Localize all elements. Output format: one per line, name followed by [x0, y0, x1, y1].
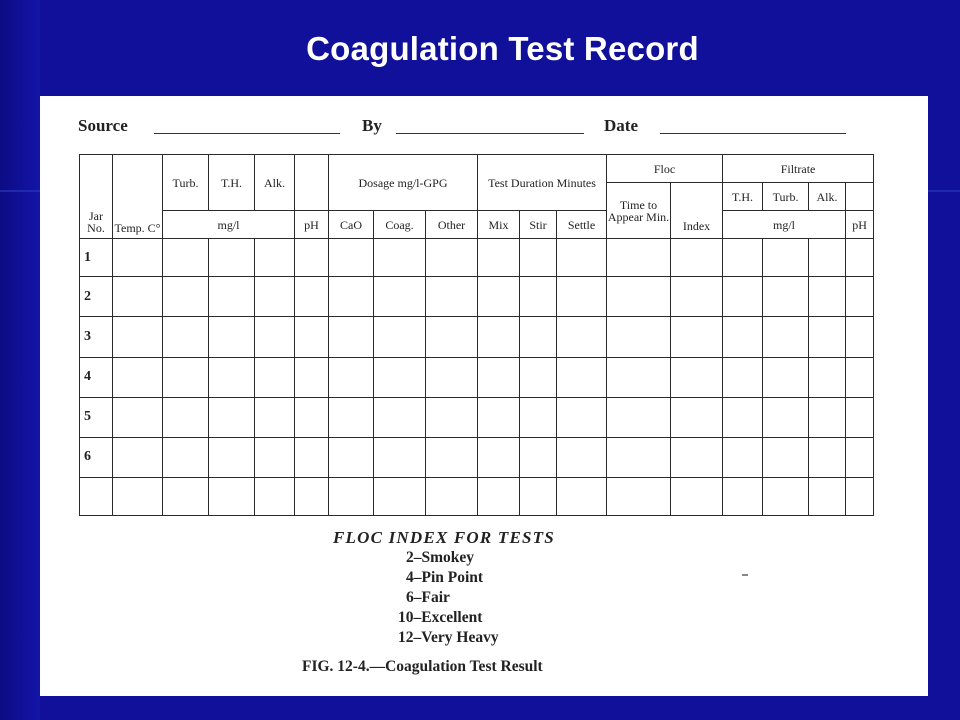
table-cell: [557, 317, 607, 357]
header-dosage: Dosage mg/l-GPG: [329, 155, 478, 211]
table-cell: [295, 357, 329, 397]
header-index: Index: [671, 183, 723, 239]
jar-number-cell: [80, 477, 113, 515]
header-stir: Stir: [520, 211, 557, 239]
table-cell: [607, 437, 671, 477]
header-floc: Floc: [607, 155, 723, 183]
table-cell: [295, 317, 329, 357]
table-cell: [255, 317, 295, 357]
floc-index-title: FLOC INDEX FOR TESTS: [333, 528, 555, 547]
table-cell: [426, 357, 478, 397]
table-cell: [763, 277, 809, 317]
header-test-duration: Test Duration Minutes: [478, 155, 607, 211]
table-cell: [520, 239, 557, 277]
table-cell: [113, 477, 163, 515]
floc-index-legend: [330, 528, 650, 648]
table-cell: [763, 357, 809, 397]
table-cell: [520, 357, 557, 397]
table-cell: [478, 357, 520, 397]
table-cell: [113, 437, 163, 477]
table-cell: [374, 317, 426, 357]
table-cell: [209, 317, 255, 357]
by-label: By: [362, 116, 382, 135]
table-cell: [255, 239, 295, 277]
table-cell: [426, 239, 478, 277]
table-cell: [846, 239, 874, 277]
table-cell: [607, 239, 671, 277]
table-cell: [426, 437, 478, 477]
table-cell: [607, 277, 671, 317]
table-cell: [723, 239, 763, 277]
table-cell: [209, 397, 255, 437]
table-cell: [329, 357, 374, 397]
table-cell: [671, 277, 723, 317]
header-temp: Temp. C°: [113, 155, 163, 239]
table-cell: [557, 357, 607, 397]
floc-index-item: 4–Pin Point: [406, 569, 484, 586]
table-row: [80, 357, 874, 397]
table-cell: [113, 397, 163, 437]
table-cell: [113, 239, 163, 277]
figure-caption: FIG. 12-4.—Coagulation Test Result: [302, 658, 543, 675]
form-header: [78, 116, 898, 140]
header-filtrate-blank: [846, 183, 874, 211]
table-row: [80, 397, 874, 437]
table-cell: [671, 477, 723, 515]
header-settle: Settle: [557, 211, 607, 239]
table-cell: [520, 437, 557, 477]
table-cell: [557, 397, 607, 437]
table-cell: [163, 317, 209, 357]
header-filtrate: Filtrate: [723, 155, 874, 183]
table-cell: [374, 277, 426, 317]
table-cell: [374, 437, 426, 477]
table-cell: [209, 477, 255, 515]
table-cell: [329, 477, 374, 515]
floc-index-item: 2–Smokey: [406, 549, 475, 566]
table-cell: [478, 437, 520, 477]
table-cell: [329, 239, 374, 277]
table-cell: [809, 437, 846, 477]
table-cell: [809, 317, 846, 357]
table-cell: [163, 397, 209, 437]
table-cell: [809, 477, 846, 515]
table-cell: [809, 397, 846, 437]
table-cell: [723, 397, 763, 437]
table-cell: [255, 277, 295, 317]
record-sheet: [40, 96, 928, 696]
table-row: [80, 277, 874, 317]
source-line: [154, 133, 340, 134]
table-cell: [295, 277, 329, 317]
table-cell: [846, 437, 874, 477]
table-cell: [295, 239, 329, 277]
table-cell: [113, 317, 163, 357]
table-cell: [478, 477, 520, 515]
table-cell: [607, 477, 671, 515]
by-line: [396, 133, 584, 134]
table-cell: [607, 357, 671, 397]
jar-number-cell: 4: [80, 357, 113, 397]
table-cell: [426, 277, 478, 317]
header-turb: Turb.: [163, 155, 209, 211]
slide-title: Coagulation Test Record: [306, 30, 699, 67]
table-cell: [255, 397, 295, 437]
table-cell: [163, 357, 209, 397]
table-cell: [374, 357, 426, 397]
table-cell: [295, 477, 329, 515]
table-cell: [255, 357, 295, 397]
table-cell: [557, 239, 607, 277]
jar-number-cell: 1: [80, 239, 113, 277]
jar-number-cell: 6: [80, 437, 113, 477]
header-ph-blank: [295, 155, 329, 211]
coagulation-table: [79, 154, 874, 516]
table-cell: [329, 277, 374, 317]
table-cell: [607, 397, 671, 437]
table-cell: [163, 477, 209, 515]
table-cell: [557, 477, 607, 515]
table-cell: [763, 317, 809, 357]
table-cell: [255, 477, 295, 515]
table-cell: [113, 277, 163, 317]
table-cell: [520, 477, 557, 515]
jar-number-cell: 2: [80, 277, 113, 317]
table-cell: [426, 317, 478, 357]
table-cell: [846, 317, 874, 357]
table-row: [80, 239, 874, 277]
table-cell: [113, 357, 163, 397]
table-cell: [723, 277, 763, 317]
table-cell: [209, 437, 255, 477]
table-cell: [763, 397, 809, 437]
table-cell: [723, 357, 763, 397]
table-cell: [295, 437, 329, 477]
table-cell: [163, 437, 209, 477]
header-time-to-appear: Time to Appear Min.: [607, 183, 671, 239]
table-row: [80, 317, 874, 357]
table-cell: [478, 277, 520, 317]
table-cell: [329, 437, 374, 477]
table-cell: [846, 397, 874, 437]
table-cell: [671, 239, 723, 277]
header-coag: Coag.: [374, 211, 426, 239]
floc-index-item: 10–Excellent: [398, 609, 483, 626]
header-other: Other: [426, 211, 478, 239]
table-cell: [809, 357, 846, 397]
header-filtrate-th: T.H.: [723, 183, 763, 211]
table-cell: [374, 397, 426, 437]
header-alk: Alk.: [255, 155, 295, 211]
header-filtrate-turb: Turb.: [763, 183, 809, 211]
header-mgl: mg/l: [163, 211, 295, 239]
source-label: Source: [78, 116, 128, 135]
table-cell: [163, 277, 209, 317]
table-cell: [163, 239, 209, 277]
table-cell: [426, 397, 478, 437]
date-label: Date: [604, 116, 638, 135]
table-cell: [478, 397, 520, 437]
table-cell: [374, 477, 426, 515]
header-jar-no: Jar No.: [80, 155, 113, 239]
table-cell: [723, 437, 763, 477]
floc-index-item: 12–Very Heavy: [398, 629, 499, 646]
header-ph: pH: [295, 211, 329, 239]
floc-index-item: 6–Fair: [406, 589, 450, 606]
header-filtrate-alk: Alk.: [809, 183, 846, 211]
table-cell: [763, 477, 809, 515]
table-cell: [557, 277, 607, 317]
table-cell: [478, 317, 520, 357]
table-cell: [763, 239, 809, 277]
table-cell: [478, 239, 520, 277]
table-cell: [671, 357, 723, 397]
table-row: [80, 437, 874, 477]
jar-number-cell: 3: [80, 317, 113, 357]
table-body: [80, 239, 874, 516]
table-cell: [209, 239, 255, 277]
table-cell: [426, 477, 478, 515]
table-cell: [374, 239, 426, 277]
date-line: [660, 133, 846, 134]
header-filtrate-mgl: mg/l: [723, 211, 846, 239]
header-th: T.H.: [209, 155, 255, 211]
table-cell: [209, 357, 255, 397]
table-cell: [557, 437, 607, 477]
table-cell: [763, 437, 809, 477]
table-cell: [809, 277, 846, 317]
table-cell: [723, 477, 763, 515]
header-cao: CaO: [329, 211, 374, 239]
table-cell: [846, 277, 874, 317]
table-cell: [723, 317, 763, 357]
table-cell: [671, 317, 723, 357]
header-mix: Mix: [478, 211, 520, 239]
table-cell: [255, 437, 295, 477]
table-cell: [295, 397, 329, 437]
table-cell: [846, 357, 874, 397]
jar-number-cell: 5: [80, 397, 113, 437]
table-cell: [671, 437, 723, 477]
table-cell: [329, 317, 374, 357]
header-filtrate-ph: pH: [846, 211, 874, 239]
table-cell: [809, 239, 846, 277]
table-cell: [329, 397, 374, 437]
table-cell: [520, 317, 557, 357]
background-shade: [0, 0, 40, 720]
table-cell: [520, 397, 557, 437]
table-row: [80, 477, 874, 515]
table-cell: [520, 277, 557, 317]
table-cell: [209, 277, 255, 317]
table-cell: [671, 397, 723, 437]
print-speck: [742, 574, 748, 576]
table-cell: [846, 477, 874, 515]
table-cell: [607, 317, 671, 357]
